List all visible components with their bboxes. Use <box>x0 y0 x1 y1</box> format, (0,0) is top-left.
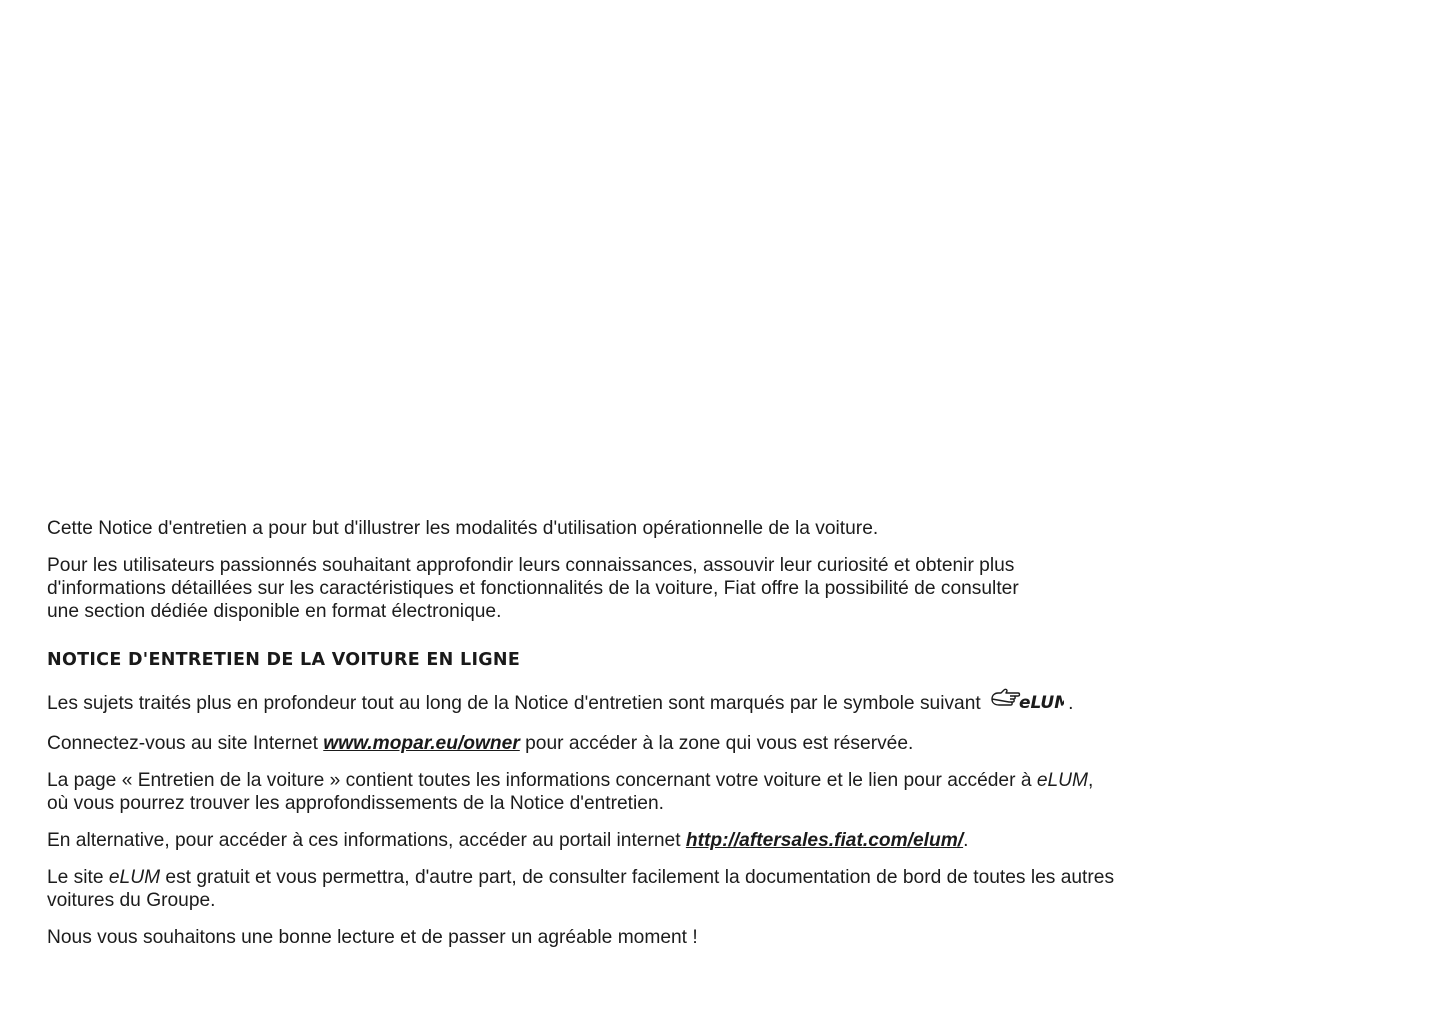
mopar-owner-link[interactable]: www.mopar.eu/owner <box>323 733 520 754</box>
aftersales-paragraph: En alternative, pour accéder à ces informations, accéder au portail internet http://aftersales.fiat.com/elum/. <box>47 830 969 851</box>
svg-text:eLUM: eLU <box>1019 693 1055 712</box>
pointing-hand-elum-icon <box>990 686 1064 718</box>
symbol-paragraph: Les sujets traités plus en profondeur tout au long de la Notice d'entretien sont marqués par le symbole suivant eLU . <box>47 686 1197 718</box>
intro-paragraph-1: Cette Notice d'entretien a pour but d'illustrer les modalités d'utilisation opérationnelle de la voiture. <box>47 518 879 539</box>
mopar-paragraph: Connectez-vous au site Internet www.mopar.eu/owner pour accéder à la zone qui vous est réservée. <box>47 733 914 754</box>
closing-paragraph: Nous vous souhaitons une bonne lecture et de passer un agréable moment ! <box>47 927 698 948</box>
intro-paragraph-2: Pour les utilisateurs passionnés souhaitant approfondir leurs connaissances, assouvir leur curiosité et obtenir plus d'informations détaillées sur les caractéristiques et fonctionnalités de la voiture, Fiat offre la possibilité de consulter une section dédiée disponible en format électronique. <box>47 555 1019 622</box>
section-heading: NOTICE D'ENTRETIEN DE LA VOITURE EN LIGNE <box>47 650 521 670</box>
elum-access-paragraph: La page « Entretien de la voiture » contient toutes les informations concernant votre voiture et le lien pour accéder à eLUM, où vous pourrez trouver les approfondissements de la Notice d'entretien. <box>47 770 1094 814</box>
elum-free-paragraph: Le site eLUM est gratuit et vous permettra, d'autre part, de consulter facilement la documentation de bord de toutes les autres voitures du Groupe. <box>47 867 1115 911</box>
aftersales-elum-link[interactable]: http://aftersales.fiat.com/elum/ <box>685 830 964 851</box>
document-body <box>47 517 1197 963</box>
